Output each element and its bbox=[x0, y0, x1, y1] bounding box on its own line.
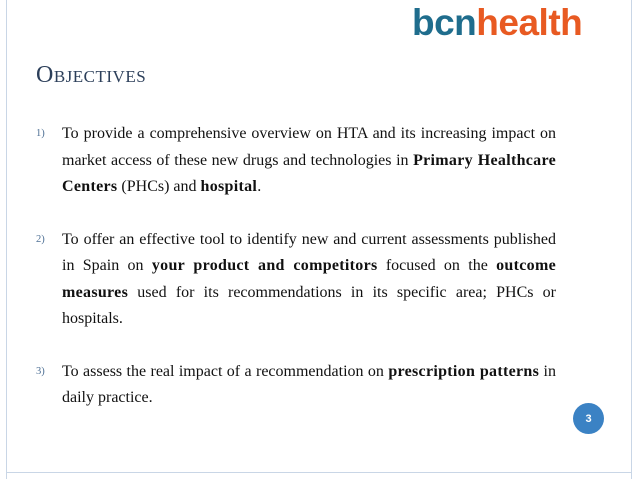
objective-emphasis: Primary Healthcare Centers bbox=[62, 151, 556, 195]
objectives-list bbox=[36, 121, 556, 412]
objective-text bbox=[62, 359, 556, 412]
objective-item bbox=[36, 121, 556, 201]
slide-title: Objectives bbox=[36, 62, 147, 88]
objective-text-segment: To assess the real impact of a recommendation on bbox=[62, 362, 389, 380]
objective-text-segment: focused on the bbox=[377, 257, 497, 274]
objective-text-segment: . bbox=[257, 178, 262, 195]
slide-border-right bbox=[631, 0, 632, 479]
objective-text-segment: To provide a comprehensive overview on HTA and its increasing impact on market access of these new drugs and technologies in bbox=[62, 125, 556, 169]
slide-border-bottom bbox=[6, 472, 632, 473]
slide-border-left bbox=[6, 0, 7, 479]
logo-bcn-text: bcn bbox=[412, 2, 477, 43]
objective-emphasis: outcome measures bbox=[62, 257, 556, 301]
objective-text bbox=[62, 121, 556, 201]
objective-emphasis: your product and competitors bbox=[151, 257, 378, 274]
page-number-badge: 3 bbox=[573, 403, 604, 434]
objective-number: 2) bbox=[36, 233, 45, 245]
objective-text-segment: (PHCs) and bbox=[117, 178, 201, 195]
objective-emphasis: prescription patterns bbox=[388, 362, 540, 380]
objective-text-segment: used for its recommendations in its specific area; PHCs or hospitals. bbox=[62, 283, 556, 327]
logo-health-text: health bbox=[476, 2, 583, 43]
objective-item bbox=[36, 359, 556, 412]
objective-text-segment: To offer an effective tool to identify new and current assessments published in Spain on bbox=[62, 230, 556, 274]
objective-text bbox=[62, 227, 556, 333]
objective-item bbox=[36, 227, 556, 333]
objective-number: 1) bbox=[36, 128, 45, 139]
objective-number: 3) bbox=[36, 365, 45, 377]
objective-text-segment: in daily practice. bbox=[62, 362, 556, 406]
bcnhealth-logo bbox=[412, 0, 582, 46]
objective-emphasis: hospital bbox=[200, 178, 258, 195]
